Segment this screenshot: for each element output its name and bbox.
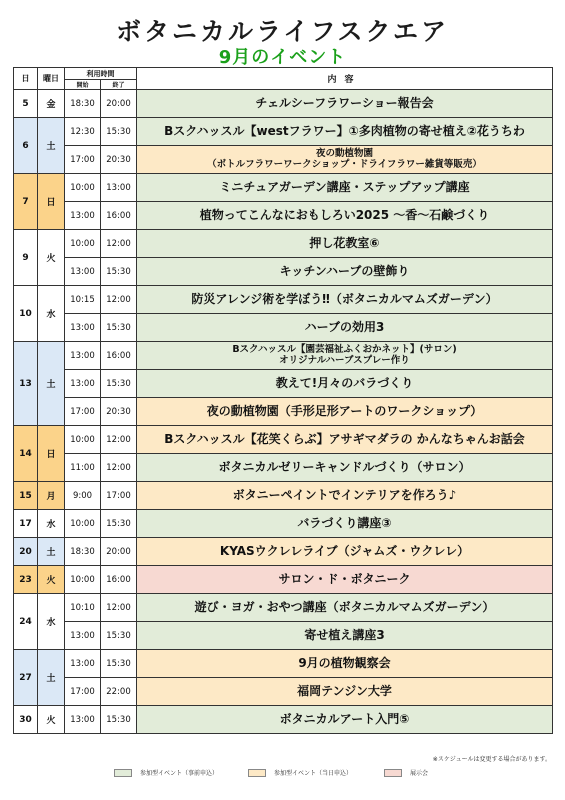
event-start-time: 18:30 [65,538,101,566]
event-weekday: 金 [38,90,65,118]
table-row [14,230,553,258]
table-row [14,706,553,734]
event-end-time: 16:00 [101,342,137,370]
table-row [14,118,553,146]
event-end-time: 12:00 [101,426,137,454]
event-start-time: 10:00 [65,426,101,454]
event-end-time: 15:30 [101,314,137,342]
event-start-time: 13:00 [65,706,101,734]
table-row [14,398,553,426]
event-start-time: 13:00 [65,202,101,230]
event-start-time: 13:00 [65,342,101,370]
table-row [14,370,553,398]
table-row [14,342,553,370]
table-row [14,174,553,202]
event-day: 24 [14,594,38,650]
event-end-time: 17:00 [101,482,137,510]
event-content: 教えて!月々のバラづくり [137,370,553,398]
event-content: 寄せ植え講座3 [137,622,553,650]
event-end-time: 12:00 [101,454,137,482]
event-day: 30 [14,706,38,734]
event-end-time: 15:30 [101,510,137,538]
legend-swatch-exhibition [384,769,402,777]
event-end-time: 16:00 [101,566,137,594]
table-row [14,90,553,118]
table-row [14,454,553,482]
event-start-time: 18:30 [65,90,101,118]
event-start-time: 9:00 [65,482,101,510]
event-content: ボタニーペイントでインテリアを作ろう♪ [137,482,553,510]
event-end-time: 20:30 [101,398,137,426]
event-end-time: 12:00 [101,230,137,258]
event-weekday: 水 [38,510,65,538]
event-start-time: 10:00 [65,230,101,258]
event-content: 夜の動植物園（手形足形アートのワークショップ） [137,398,553,426]
event-content: キッチンハーブの壁飾り [137,258,553,286]
event-end-time: 15:30 [101,706,137,734]
table-row [14,510,553,538]
event-start-time: 13:00 [65,370,101,398]
event-day: 13 [14,342,38,426]
table-row [14,314,553,342]
event-start-time: 12:30 [65,118,101,146]
column-header-start: 開始 [65,80,101,90]
event-weekday: 火 [38,230,65,286]
event-day: 7 [14,174,38,230]
table-row [14,678,553,706]
event-end-time: 22:00 [101,678,137,706]
event-content: Bスクハッスル【westフラワー】①多肉植物の寄せ植え②花うちわ [137,118,553,146]
event-content: サロン・ド・ボタニーク [137,566,553,594]
event-day: 23 [14,566,38,594]
event-end-time: 12:00 [101,594,137,622]
event-end-time: 13:00 [101,174,137,202]
event-content: ボタニカルアート入門⑤ [137,706,553,734]
event-end-time: 15:30 [101,258,137,286]
event-content: 遊び・ヨガ・おやつ講座（ボタニカルマムズガーデン） [137,594,553,622]
event-start-time: 10:00 [65,174,101,202]
event-end-time: 20:30 [101,146,137,174]
event-weekday: 水 [38,286,65,342]
event-day: 10 [14,286,38,342]
event-schedule-table [13,67,553,734]
event-weekday: 日 [38,174,65,230]
event-content: チェルシーフラワーショー報告会 [137,90,553,118]
event-start-time: 17:00 [65,146,101,174]
event-content-line1: Bスクハッスル【園芸福祉ふくおかネット】(サロン) [232,344,457,356]
event-start-time: 10:15 [65,286,101,314]
event-weekday: 日 [38,426,65,482]
event-end-time: 15:30 [101,622,137,650]
table-row [14,482,553,510]
event-weekday: 月 [38,482,65,510]
event-weekday: 土 [38,342,65,426]
event-day: 6 [14,118,38,174]
column-header-hours: 利用時間 [65,68,137,80]
event-content: 押し花教室⑥ [137,230,553,258]
event-weekday: 水 [38,594,65,650]
table-row [14,202,553,230]
event-content: バラづくり講座③ [137,510,553,538]
event-start-time: 10:10 [65,594,101,622]
event-start-time: 13:00 [65,622,101,650]
color-legend [0,768,565,782]
event-day: 27 [14,650,38,706]
column-header-day: 日 [14,68,38,90]
table-row [14,426,553,454]
event-weekday: 土 [38,118,65,174]
event-day: 9 [14,230,38,286]
event-end-time: 16:00 [101,202,137,230]
event-content: 植物ってこんなにおもしろい2025 〜香〜石鹸づくり [137,202,553,230]
event-content: 9月の植物観察会 [137,650,553,678]
page-title: ボタニカルライフスクエア [115,17,449,46]
event-end-time: 15:30 [101,118,137,146]
event-content-line1: 夜の動植物園 [315,148,373,160]
legend-item [384,768,428,777]
table-row [14,286,553,314]
event-content: 防災アレンジ術を学ぼう‼（ボタニカルマムズガーデン） [137,286,553,314]
event-end-time: 15:30 [101,370,137,398]
column-header-content: 内容 [137,68,553,90]
event-content: ミニチュアガーデン講座・ステップアップ講座 [137,174,553,202]
event-end-time: 20:00 [101,90,137,118]
event-day: 5 [14,90,38,118]
event-content: 福岡テンジン大学 [137,678,553,706]
event-day: 15 [14,482,38,510]
event-content [137,342,553,370]
event-content [137,146,553,174]
event-start-time: 11:00 [65,454,101,482]
event-weekday: 土 [38,650,65,706]
legend-swatch-pre-registration [114,769,132,777]
event-content: Bスクハッスル【花笑くらぶ】アサギマダラの かんなちゃんお話会 [137,426,553,454]
table-row [14,622,553,650]
event-content: ハーブの効用3 [137,314,553,342]
page-subtitle: 9月のイベント [218,47,347,68]
event-weekday: 土 [38,538,65,566]
event-day: 20 [14,538,38,566]
table-row [14,566,553,594]
event-start-time: 10:00 [65,566,101,594]
table-row [14,650,553,678]
table-row [14,594,553,622]
event-content: KYASウクレレライブ（ジャムズ・ウクレレ） [137,538,553,566]
event-end-time: 20:00 [101,538,137,566]
event-start-time: 13:00 [65,314,101,342]
event-start-time: 17:00 [65,398,101,426]
table-row [14,146,553,174]
column-header-weekday: 曜日 [38,68,65,90]
event-start-time: 10:00 [65,510,101,538]
event-day: 17 [14,510,38,538]
legend-swatch-same-day [248,769,266,777]
event-start-time: 13:00 [65,650,101,678]
event-start-time: 13:00 [65,258,101,286]
event-content-line2: オリジナルハーブスプレー作り [279,354,410,366]
legend-item [248,768,352,777]
schedule-change-note: ※スケジュールは変更する場合があります。 [432,756,551,763]
legend-label: 参加型イベント（事前申込） [140,770,219,777]
legend-label: 参加型イベント（当日申込） [274,770,353,777]
event-weekday: 火 [38,566,65,594]
event-content: ボタニカルゼリーキャンドルづくり（サロン） [137,454,553,482]
event-weekday: 火 [38,706,65,734]
legend-label: 展示会 [410,770,429,777]
table-row [14,538,553,566]
table-row [14,258,553,286]
event-content-line2: （ボトルフラワーワークショップ・ドライフラワー雑貨等販売） [207,158,482,170]
event-day: 14 [14,426,38,482]
event-end-time: 12:00 [101,286,137,314]
column-header-end: 終了 [101,80,137,90]
legend-item [114,768,218,777]
event-start-time: 17:00 [65,678,101,706]
event-end-time: 15:30 [101,650,137,678]
